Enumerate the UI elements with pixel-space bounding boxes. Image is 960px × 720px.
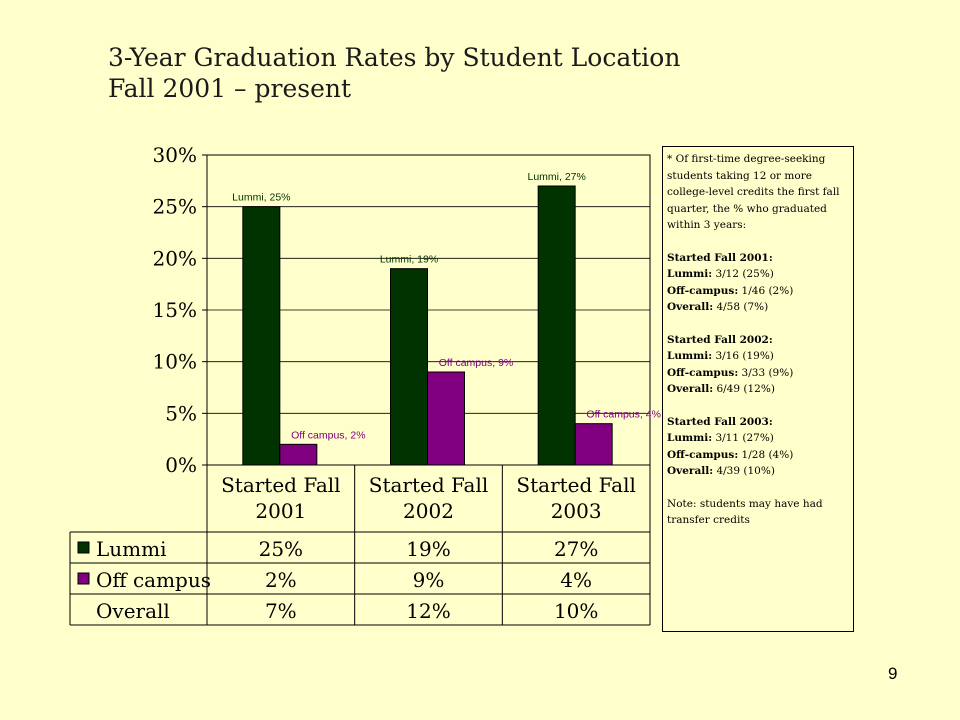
bar-lummi	[243, 207, 280, 465]
note-block-line: Overall: 6/49 (12%)	[667, 383, 775, 395]
table-cell: 12%	[406, 599, 451, 623]
note-block-line: Overall: 4/39 (10%)	[667, 465, 775, 477]
data-label-off-campus: Off campus, 4%	[586, 408, 661, 421]
note-block-line: Off-campus: 3/33 (9%)	[667, 366, 794, 379]
y-tick-label: 0%	[165, 453, 197, 477]
table-cell: 7%	[264, 599, 297, 623]
note-block-line: Lummi: 3/16 (19%)	[667, 350, 774, 362]
bar-off-campus	[280, 444, 317, 465]
x-category-label: 2001	[255, 499, 307, 523]
table-cell: 10%	[553, 599, 599, 623]
slide-title-line1: 3-Year Graduation Rates by Student Location	[108, 43, 681, 72]
table-cell: 9%	[412, 568, 445, 592]
y-tick-label: 25%	[152, 194, 197, 219]
table-row-label: Overall	[96, 599, 170, 623]
bar-off-campus	[428, 372, 465, 465]
note-intro: * Of first-time degree-seeking students taking 12 or more college-level credits the first fall quarter, the % who graduated within 3 years:	[667, 153, 840, 231]
table-cell: 2%	[264, 568, 297, 592]
table-row-label: Lummi	[96, 537, 167, 561]
x-category-label: Started Fall	[516, 473, 636, 497]
note-block-line: Off-campus: 1/46 (2%)	[667, 284, 794, 297]
legend-key-off-campus	[78, 573, 89, 584]
note-block-heading: Started Fall 2001:	[667, 251, 773, 264]
note-block-line: Overall: 4/58 (7%)	[667, 301, 769, 313]
y-tick-label: 15%	[152, 298, 197, 322]
note-block-heading: Started Fall 2002:	[667, 333, 773, 346]
x-category-label: Started Fall	[368, 473, 489, 497]
note-block-line: Lummi: 3/12 (25%)	[667, 268, 774, 280]
x-category-label: Started Fall	[221, 473, 341, 497]
data-label-off-campus: Off campus, 9%	[438, 357, 514, 369]
bar-lummi	[538, 186, 575, 465]
data-label-lummi: Lummi, 27%	[527, 171, 586, 183]
data-label-off-campus: Off campus, 2%	[291, 429, 366, 442]
y-tick-label: 10%	[152, 349, 197, 374]
note-block-line: Off-campus: 1/28 (4%)	[667, 448, 794, 461]
note-blocks	[667, 250, 850, 496]
y-tick-label: 5%	[165, 401, 197, 426]
data-label-lummi: Lummi, 25%	[232, 191, 291, 204]
bar-lummi	[391, 269, 428, 465]
note-block-line: Lummi: 3/11 (27%)	[667, 432, 774, 444]
page-number: 9	[888, 664, 898, 683]
table-row-label: Off campus	[96, 568, 211, 592]
table-cell: 25%	[258, 537, 304, 561]
bar-off-campus	[575, 424, 612, 465]
table-cell: 19%	[406, 537, 451, 561]
y-tick-label: 20%	[152, 246, 197, 271]
legend-key-lummi	[78, 542, 89, 553]
note-block-heading: Started Fall 2003:	[667, 415, 773, 428]
data-label-lummi: Lummi, 19%	[379, 253, 439, 266]
x-category-label: 2002	[403, 499, 454, 523]
note-footer: Note: students may have had transfer credits	[667, 497, 823, 526]
slide-title-line2: Fall 2001 – present	[108, 74, 352, 103]
table-cell: 4%	[560, 568, 593, 592]
definition-note-box	[662, 146, 854, 632]
table-cell: 27%	[553, 537, 599, 561]
x-category-label: 2003	[550, 499, 602, 523]
y-tick-label: 30%	[152, 143, 197, 167]
